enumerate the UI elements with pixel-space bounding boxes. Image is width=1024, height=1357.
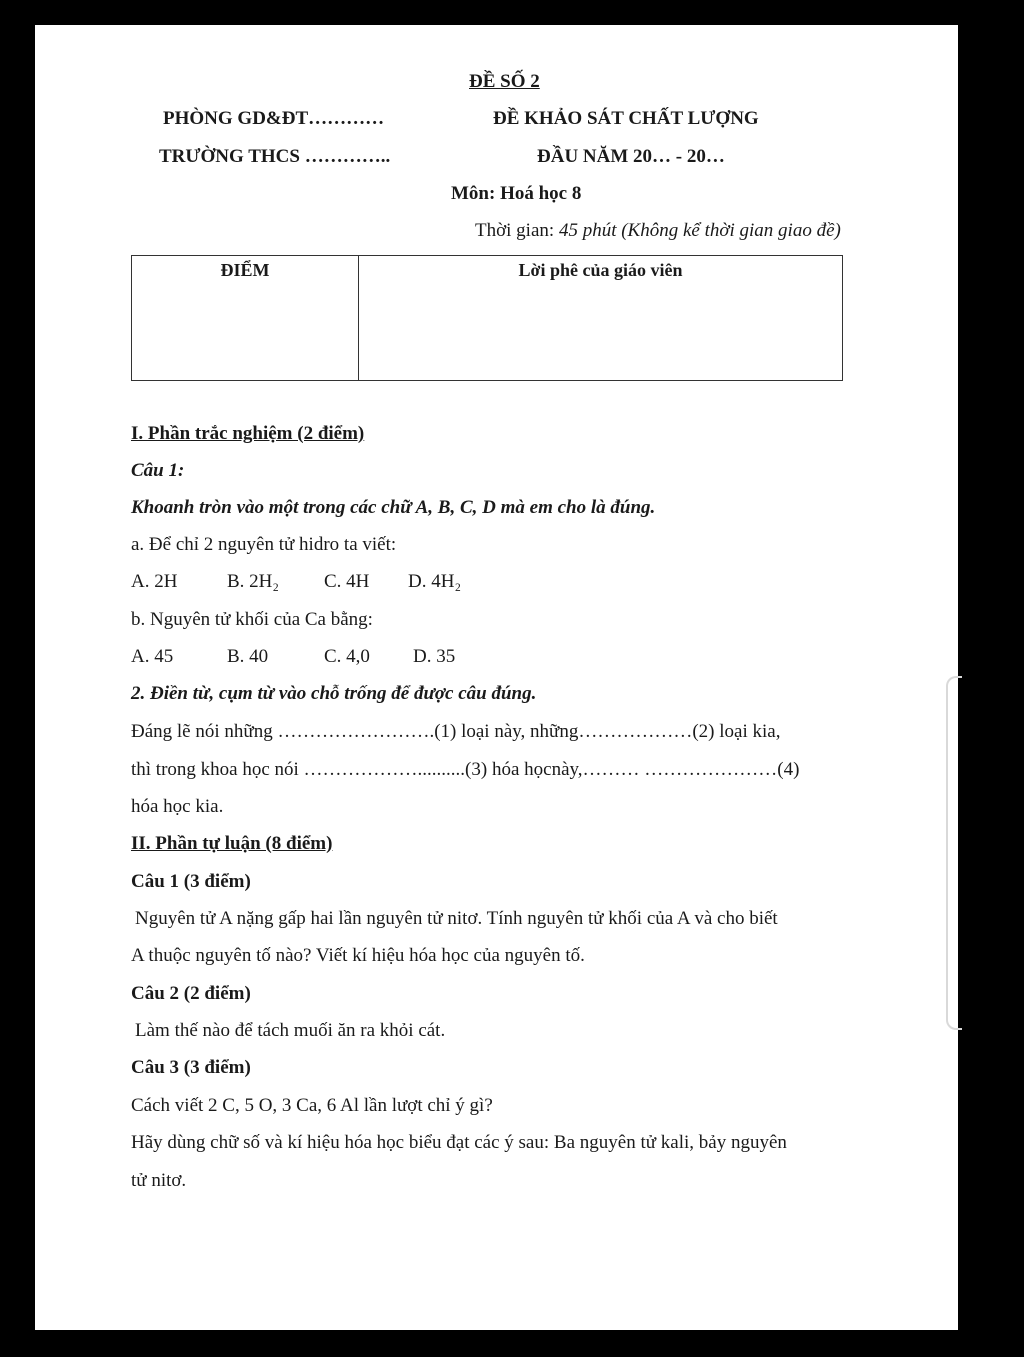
question-a-option-c: C. 4H [324,571,370,592]
question-b-option-b: B. 40 [227,646,269,667]
score-cell [132,256,359,381]
question-a-option-b: B. 2H₂ [227,571,280,592]
part2-q2-line1: Làm thế nào để tách muối ăn ra khỏi cát. [135,1020,446,1041]
grade-table [131,255,843,381]
part2-q2-label: Câu 2 (2 điểm) [131,983,251,1004]
part2-q1-label: Câu 1 (3 điểm) [131,871,251,892]
score-header: ĐIỂM [220,260,270,280]
exam-page [35,25,958,1330]
question-b-option-c: C. 4,0 [324,646,370,667]
time-label: Thời gian: [475,220,559,241]
question-a-option-d: D. 4H₂ [408,571,462,592]
time-value: 45 phút (Không kể thời gian giao đề) [558,220,841,241]
subject-label: Môn: Hoá học 8 [451,183,582,204]
part2-q3-line1: Cách viết 2 C, 5 O, 3 Ca, 6 Al lần lượt chỉ ý gì? [131,1095,493,1116]
department-label: PHÒNG GD&ĐT………… [163,108,385,129]
school-label: TRƯỜNG THCS ………….. [159,146,391,167]
question-a-option-a: A. 2H [131,571,178,592]
part1-q1-instruction: Khoanh tròn vào một trong các chữ A, B, C, D mà em cho là đúng. [131,497,656,518]
question-a-text: a. Để chỉ 2 nguyên tử hidro ta viết: [131,534,397,555]
part2-q1-line2: A thuộc nguyên tố nào? Viết kí hiệu hóa học của nguyên tố. [131,945,585,966]
fill-line-2: thì trong khoa học nói ………………..........(3) hóa họcnày,……… …………………(4) [131,759,800,780]
part2-q1-line1: Nguyên tử A nặng gấp hai lần nguyên tử nitơ. Tính nguyên tử khối của A và cho biết [135,908,778,929]
exam-number: ĐỀ SỐ 2 [469,71,540,92]
question-b-text: b. Nguyên tử khối của Ca bằng: [131,609,373,630]
part1-q1-label: Câu 1: [131,460,185,481]
part1-heading: I. Phần trắc nghiệm (2 điểm) [131,423,365,444]
part1-q2-text: 2. Điền từ, cụm từ vào chỗ trống để được câu đúng. [131,683,537,704]
part2-heading: II. Phần tự luận (8 điểm) [131,833,333,854]
time-line [475,220,841,242]
question-b-option-a: A. 45 [131,646,174,667]
comment-header: Lời phê của giáo viên [518,260,683,280]
exam-title-line2: ĐẦU NĂM 20… - 20… [537,146,725,167]
exam-title-line1: ĐỀ KHẢO SÁT CHẤT LƯỢNG [493,108,759,129]
comment-cell [359,256,843,381]
fill-line-1: Đáng lẽ nói những …………………….(1) loại này, những………………(2) loại kia, [131,721,781,742]
scroll-edge-handle[interactable] [946,676,962,1030]
part2-q3-line3: tử nitơ. [131,1170,187,1191]
part2-q3-label: Câu 3 (3 điểm) [131,1057,251,1078]
part2-q3-line2: Hãy dùng chữ số và kí hiệu hóa học biểu đạt các ý sau: Ba nguyên tử kali, bảy nguyên [131,1132,787,1153]
fill-line-3: hóa học kia. [131,796,224,817]
question-b-option-d: D. 35 [413,646,456,667]
